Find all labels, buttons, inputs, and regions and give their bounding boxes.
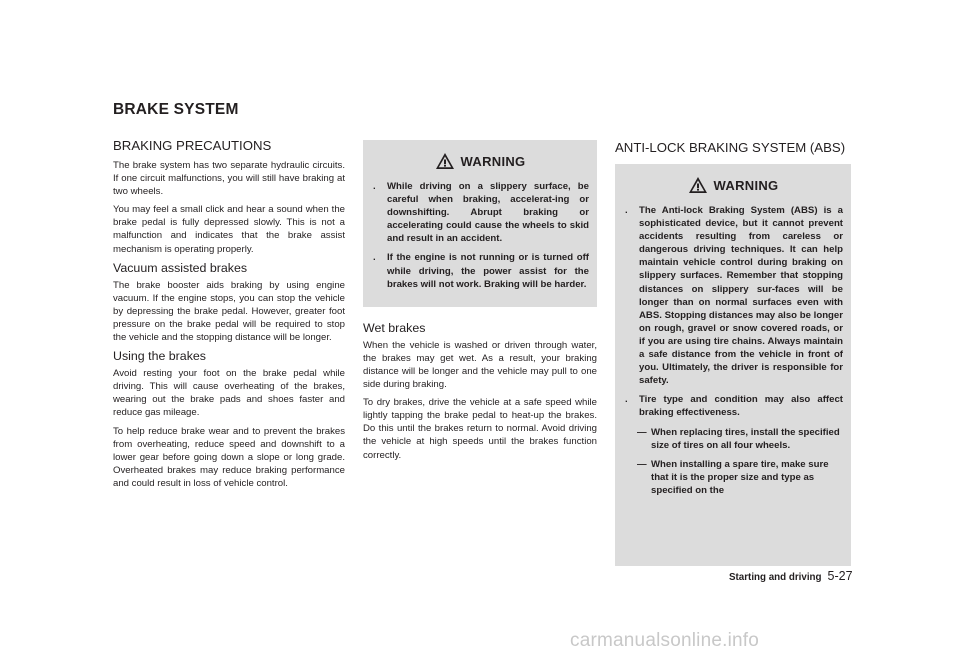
warning-text: While driving on a slippery surface, be careful when braking, accelerat-ing or downshifting. Abrupt braking or accelerating could cause the wheels to skid and result in an accident. — [387, 181, 589, 245]
warning-box — [363, 140, 597, 307]
column-braking-precautions — [113, 138, 345, 495]
column-warning-wet-brakes — [363, 140, 597, 467]
warning-subtext: When installing a spare tire, make sure that it is the proper size and type as specified on the — [651, 458, 829, 496]
dash: — — [637, 458, 647, 470]
warning-triangle-icon — [688, 176, 708, 194]
heading-abs: ANTI-LOCK BRAKING SYSTEM (ABS) — [615, 140, 846, 155]
subheading-using-the-brakes: Using the brakes — [113, 349, 206, 364]
paragraph: To help reduce brake wear and to prevent the brakes from overheating, reduce speed and downshift to a lower gear before going down a slope or long grade. Overheated brakes may reduce braking performance and could result in loss of vehicle control. — [113, 425, 345, 489]
warning-item — [623, 393, 843, 419]
warning-triangle-icon — [435, 152, 455, 170]
page-footer — [729, 569, 853, 583]
warning-subitem — [637, 458, 843, 497]
subheading-wet-brakes: Wet brakes — [363, 320, 426, 335]
heading-braking-precautions: BRAKING PRECAUTIONS — [113, 138, 272, 153]
page-number: 5-27 — [827, 569, 853, 583]
paragraph: You may feel a small click and hear a sound when the brake pedal is fully depressed slowly. This is not a malfunction and indicates that the brake assist mechanism is operating properly. — [113, 204, 345, 255]
warning-subtext: When replacing tires, install the specified size of tires on all four wheels. — [651, 426, 840, 451]
section-title: BRAKE SYSTEM — [113, 101, 239, 118]
watermark: carmanualsonline.info — [570, 630, 760, 651]
warning-title: WARNING — [460, 153, 526, 169]
bullet: . — [625, 394, 628, 406]
warning-header — [371, 152, 589, 170]
paragraph: When the vehicle is washed or driven through water, the brakes may get wet. As a result, your braking distance will be longer and the vehicle may pull to one side during braking. — [363, 339, 597, 391]
paragraph: To dry brakes, drive the vehicle at a safe speed while lightly tapping the brake pedal to heat-up the brakes. Do this until the brakes return to normal. Avoid driving the vehicle at high speeds until the brakes function correctly. — [363, 397, 597, 461]
paragraph: Avoid resting your foot on the brake pedal while driving. This will cause overheating of the brakes, wearing out the brake pads and shoes faster and reduce gas mileage. — [113, 368, 345, 419]
column-abs — [615, 140, 851, 566]
warning-item — [371, 180, 589, 245]
dash: — — [637, 426, 647, 438]
warning-text: The Anti-lock Braking System (ABS) is a sophisticated device, but it cannot prevent accidents resulting from careless or dangerous driving techniques. It can help maintain vehicle control during braking on slippery surfaces. Remember that stopping distances on slippery sur-faces will be longer than on normal surfaces even with ABS. Stopping distances may also be longer on rough, gravel or snow covered roads, or if you are using tire chains. Always maintain a safe distance from the vehicle in front of you. Ultimately, the driver is responsible for safety. — [639, 205, 843, 387]
bullet: . — [373, 252, 376, 264]
warning-item — [371, 251, 589, 290]
bullet: . — [625, 205, 628, 216]
warning-title: WARNING — [713, 177, 779, 193]
warning-box — [615, 164, 851, 566]
warning-subitem — [637, 426, 843, 452]
warning-text: If the engine is not running or is turned off while driving, the power assist for the brakes will not work. Braking will be harder. — [387, 252, 589, 290]
footer-section-label: Starting and driving — [729, 572, 822, 583]
warning-item — [623, 204, 843, 387]
paragraph: The brake system has two separate hydraulic circuits. If one circuit malfunctions, you will still have braking at two wheels. — [113, 160, 345, 198]
subheading-vacuum-assisted-brakes: Vacuum assisted brakes — [113, 260, 248, 275]
warning-header — [623, 176, 843, 194]
paragraph: The brake booster aids braking by using engine vacuum. If the engine stops, you can stop the vehicle by depressing the brake pedal. However, greater foot pressure on the brake pedal will be required to stop the vehicle and the stopping distance will be longer. — [113, 279, 345, 344]
bullet: . — [373, 181, 376, 192]
warning-text: Tire type and condition may also affect braking effectiveness. — [639, 394, 843, 419]
